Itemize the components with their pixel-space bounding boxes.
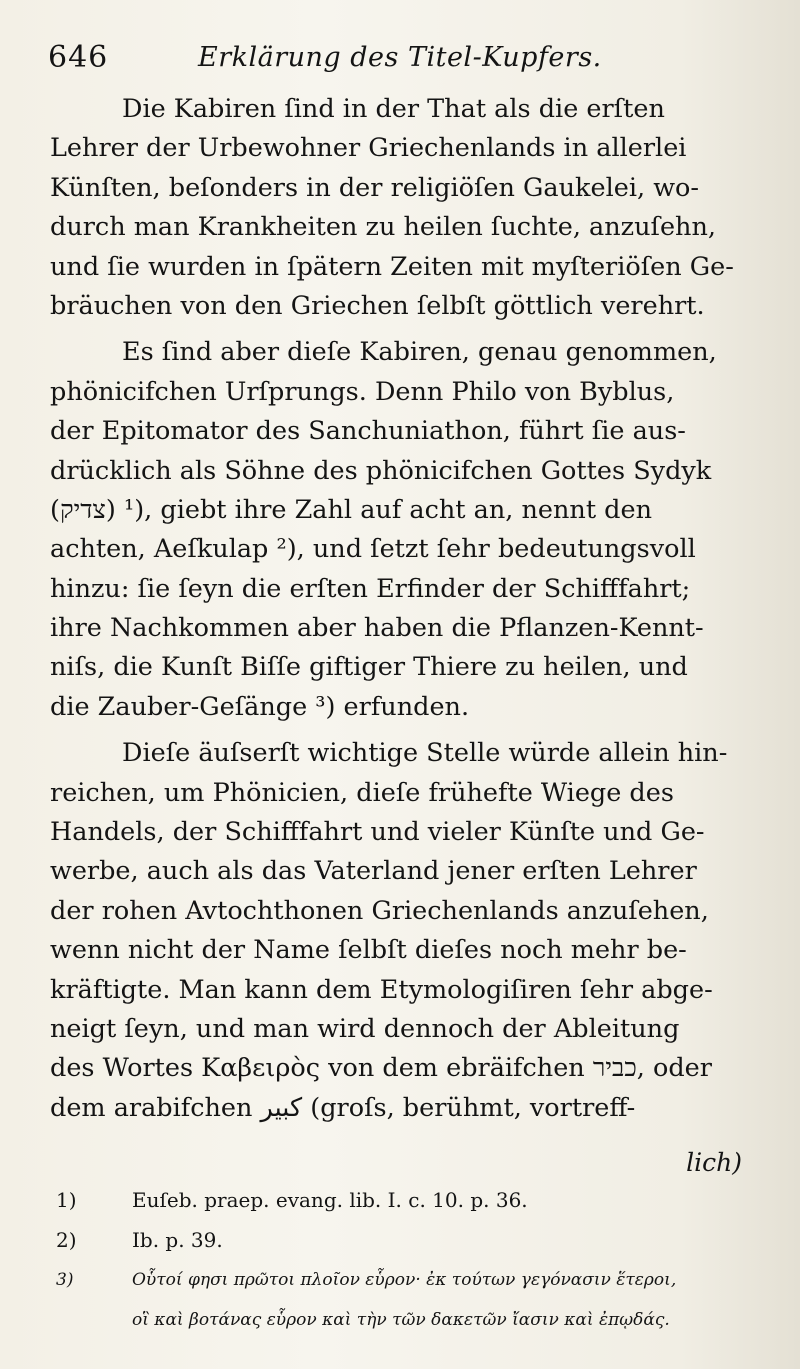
footnote-text: οἳ καὶ βοτάνας εὗρον καὶ τὴν τῶν δακετῶν ἴασιν καὶ ἐπῳδάς. bbox=[132, 1310, 670, 1330]
text-line: die Zauber-Geſänge ³) erfunden. bbox=[50, 691, 470, 722]
paragraph bbox=[50, 333, 740, 727]
text-line: niſs, die Kunſt Biſſe giftiger Thiere zu heilen, und bbox=[50, 652, 688, 683]
text-line: der Epitomator des Sanchuniathon, führt ſie aus- bbox=[50, 416, 686, 447]
hanging-continuation: lich) bbox=[686, 1148, 742, 1177]
text-line: Lehrer der Urbewohner Griechenlands in allerlei bbox=[50, 133, 687, 164]
text-line: kräftigte. Man kann dem Etymologiſiren ſehr abge- bbox=[50, 974, 713, 1005]
footnotes bbox=[56, 1180, 756, 1340]
footnote bbox=[56, 1220, 756, 1260]
text-line: (צדיק) ¹), giebt ihre Zahl auf acht an, nennt den bbox=[50, 494, 653, 525]
text-line: neigt ſeyn, und man wird dennoch der Ableitung bbox=[50, 1013, 680, 1044]
footnote-text: Ib. p. 39. bbox=[132, 1228, 223, 1252]
paragraph bbox=[50, 90, 740, 326]
text-line: phönicifchen Urſprungs. Denn Philo von Byblus, bbox=[50, 376, 675, 407]
text-line: Handels, der Schifffahrt und vieler Künſte und Ge- bbox=[50, 817, 705, 848]
text-line: werbe, auch als das Vaterland jener erſten Lehrer bbox=[50, 856, 697, 887]
footnote-text: Οὗτοί φησι πρῶτοι πλοῖον εὗρον· ἐκ τούτων γεγόνασιν ἕτεροι, bbox=[132, 1270, 677, 1290]
footnote-number: 3) bbox=[56, 1270, 74, 1290]
text-line: achten, Aeſkulap ²), und ſetzt ſehr bedeutungsvoll bbox=[50, 534, 696, 565]
footnote bbox=[56, 1260, 756, 1300]
paragraph-gap bbox=[50, 727, 740, 734]
paragraph-gap bbox=[50, 326, 740, 333]
footnote bbox=[56, 1180, 756, 1220]
text-line: Dieſe äuſserſt wichtige Stelle würde allein hin- bbox=[122, 738, 728, 769]
text-line: dem arabifchen كبير (groſs, berühmt, vortreff- bbox=[50, 1092, 636, 1123]
text-line: Künſten, beſonders in der religiöſen Gaukelei, wo- bbox=[50, 172, 699, 203]
footnote bbox=[56, 1300, 756, 1340]
text-line: ihre Nachkommen aber haben die Pflanzen-Kennt- bbox=[50, 613, 704, 644]
text-line: wenn nicht der Name ſelbſt dieſes noch mehr be- bbox=[50, 935, 687, 966]
text-line: Es ſind aber dieſe Kabiren, genau genommen, bbox=[122, 337, 717, 368]
text-line: und ſie wurden in ſpätern Zeiten mit myſteriöſen Ge- bbox=[50, 251, 734, 282]
text-line: hinzu: ſie ſeyn die erſten Erfinder der Schifffahrt; bbox=[50, 573, 691, 604]
paragraph bbox=[50, 734, 740, 1128]
text-line: bräuchen von den Griechen ſelbſt göttlich verehrt. bbox=[50, 290, 705, 321]
footnote-number: 1) bbox=[56, 1188, 77, 1212]
main-text bbox=[50, 90, 740, 1128]
text-line: drücklich als Söhne des phönicifchen Gottes Sydyk bbox=[50, 455, 712, 486]
text-line: der rohen Avtochthonen Griechenlands anzuſehen, bbox=[50, 895, 709, 926]
footnote-text: Euſeb. praep. evang. lib. I. c. 10. p. 36. bbox=[132, 1188, 528, 1212]
page-header bbox=[48, 40, 768, 80]
text-line: durch man Krankheiten zu heilen ſuchte, anzuſehn, bbox=[50, 212, 717, 243]
running-title: Erklärung des Titel-Kupfers. bbox=[198, 42, 602, 73]
text-line: reichen, um Phönicien, dieſe frühefte Wiege des bbox=[50, 777, 674, 808]
text-line: Die Kabiren ſind in der That als die erſten bbox=[122, 94, 665, 124]
page-number: 646 bbox=[48, 40, 109, 75]
text-line: des Wortes Καβειρὸς von dem ebräifchen כביר, oder bbox=[50, 1053, 712, 1084]
footnote-number: 2) bbox=[56, 1228, 77, 1252]
